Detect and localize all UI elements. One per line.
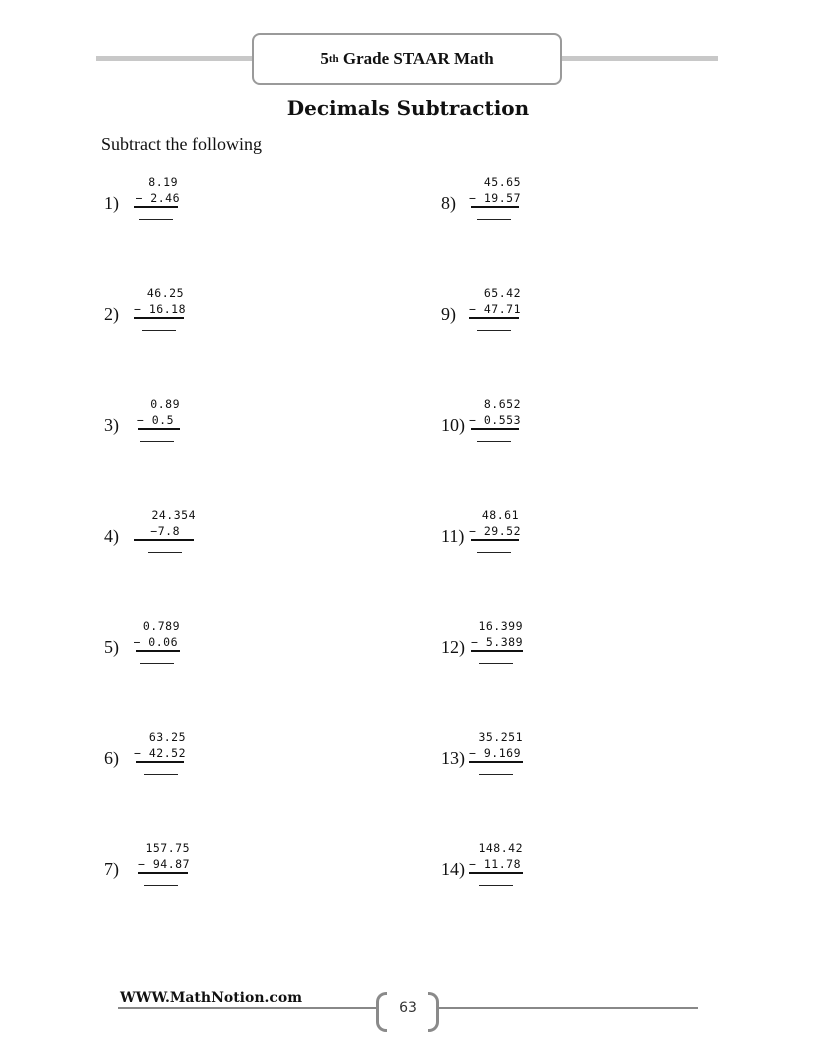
problem-8 xyxy=(441,175,641,255)
header-rule-right xyxy=(562,56,718,61)
answer-line xyxy=(139,219,173,220)
answer-line xyxy=(477,330,511,331)
answer-line xyxy=(479,663,513,664)
minuend: 65.42 xyxy=(483,286,521,300)
problem-number: 5) xyxy=(104,637,119,657)
problem-number: 13) xyxy=(441,748,465,768)
subtrahend: − 94.87 xyxy=(138,857,190,871)
subtraction-rule xyxy=(471,539,519,541)
grade-suffix: th xyxy=(328,53,339,65)
problem-number: 4) xyxy=(104,526,119,546)
minuend: 45.65 xyxy=(483,175,521,189)
subtraction-rule xyxy=(134,206,178,208)
problem-10 xyxy=(441,397,641,477)
answer-line xyxy=(479,774,513,775)
problem-12 xyxy=(441,619,641,699)
subtrahend: − 2.46 xyxy=(135,191,180,205)
subtraction-rule xyxy=(138,428,180,430)
answer-line xyxy=(142,330,176,331)
problem-number: 9) xyxy=(441,304,456,324)
footer-rule-right xyxy=(438,1007,698,1009)
header-rule-left xyxy=(96,56,252,61)
header-banner xyxy=(252,33,562,85)
subtraction-rule xyxy=(471,206,519,208)
minuend: 157.75 xyxy=(145,841,190,855)
subtrahend: − 29.52 xyxy=(469,524,521,538)
footer-website: WWW.MathNotion.com xyxy=(120,990,303,1006)
minuend: 35.251 xyxy=(478,730,523,744)
minuend: 8.19 xyxy=(148,175,178,189)
minuend: 8.652 xyxy=(483,397,521,411)
footer-rule-left xyxy=(118,1007,378,1009)
problem-number: 3) xyxy=(104,415,119,435)
answer-line xyxy=(477,441,511,442)
minuend: 0.89 xyxy=(150,397,180,411)
subtraction-rule xyxy=(469,761,523,763)
problem-14 xyxy=(441,841,641,921)
problem-number: 14) xyxy=(441,859,465,879)
page-title: Decimals Subtraction xyxy=(286,96,530,120)
subtrahend: − 0.5 xyxy=(136,413,174,427)
subtraction-rule xyxy=(469,872,523,874)
problem-number: 1) xyxy=(104,193,119,213)
subtraction-rule xyxy=(134,317,184,319)
problem-11 xyxy=(441,508,641,588)
subtrahend: −7.8 xyxy=(150,524,180,538)
answer-line xyxy=(140,441,174,442)
minuend: 148.42 xyxy=(478,841,523,855)
minuend: 0.789 xyxy=(142,619,180,633)
subtrahend: − 16.18 xyxy=(134,302,186,316)
subtrahend: − 19.57 xyxy=(469,191,521,205)
grade-number: 5 xyxy=(320,49,329,68)
instruction-text: Subtract the following xyxy=(101,134,262,154)
subtraction-rule xyxy=(136,650,180,652)
subtrahend: − 9.169 xyxy=(469,746,521,760)
problem-4 xyxy=(104,508,304,588)
problem-3 xyxy=(104,397,304,477)
subtrahend: − 47.71 xyxy=(469,302,521,316)
problem-7 xyxy=(104,841,304,921)
problem-number: 7) xyxy=(104,859,119,879)
answer-line xyxy=(148,552,182,553)
problem-number: 12) xyxy=(441,637,465,657)
subtrahend: − 5.389 xyxy=(471,635,523,649)
problem-number: 11) xyxy=(441,526,465,546)
subtraction-rule xyxy=(471,650,523,652)
answer-line xyxy=(144,774,178,775)
subtraction-rule xyxy=(471,428,519,430)
problem-13 xyxy=(441,730,641,810)
problem-number: 10) xyxy=(441,415,465,435)
answer-line xyxy=(140,663,174,664)
header-title: Grade STAAR Math xyxy=(338,49,494,68)
subtraction-rule xyxy=(134,539,194,541)
minuend: 46.25 xyxy=(146,286,184,300)
subtraction-rule xyxy=(138,872,188,874)
problem-number: 2) xyxy=(104,304,119,324)
subtrahend: − 42.52 xyxy=(134,746,186,760)
minuend: 63.25 xyxy=(148,730,186,744)
problem-6 xyxy=(104,730,304,810)
subtraction-rule xyxy=(469,317,519,319)
subtrahend: − 11.78 xyxy=(469,857,521,871)
subtrahend: − 0.06 xyxy=(133,635,178,649)
problem-1 xyxy=(104,175,304,255)
problem-5 xyxy=(104,619,304,699)
page-number: 63 xyxy=(399,1000,417,1016)
answer-line xyxy=(477,552,511,553)
problem-9 xyxy=(441,286,641,366)
problem-number: 8) xyxy=(441,193,456,213)
subtrahend: − 0.553 xyxy=(469,413,521,427)
minuend: 24.354 xyxy=(151,508,196,522)
answer-line xyxy=(144,885,178,886)
answer-line xyxy=(477,219,511,220)
problem-number: 6) xyxy=(104,748,119,768)
answer-line xyxy=(479,885,513,886)
subtraction-rule xyxy=(136,761,184,763)
minuend: 16.399 xyxy=(478,619,523,633)
problem-2 xyxy=(104,286,304,366)
minuend: 48.61 xyxy=(481,508,519,522)
